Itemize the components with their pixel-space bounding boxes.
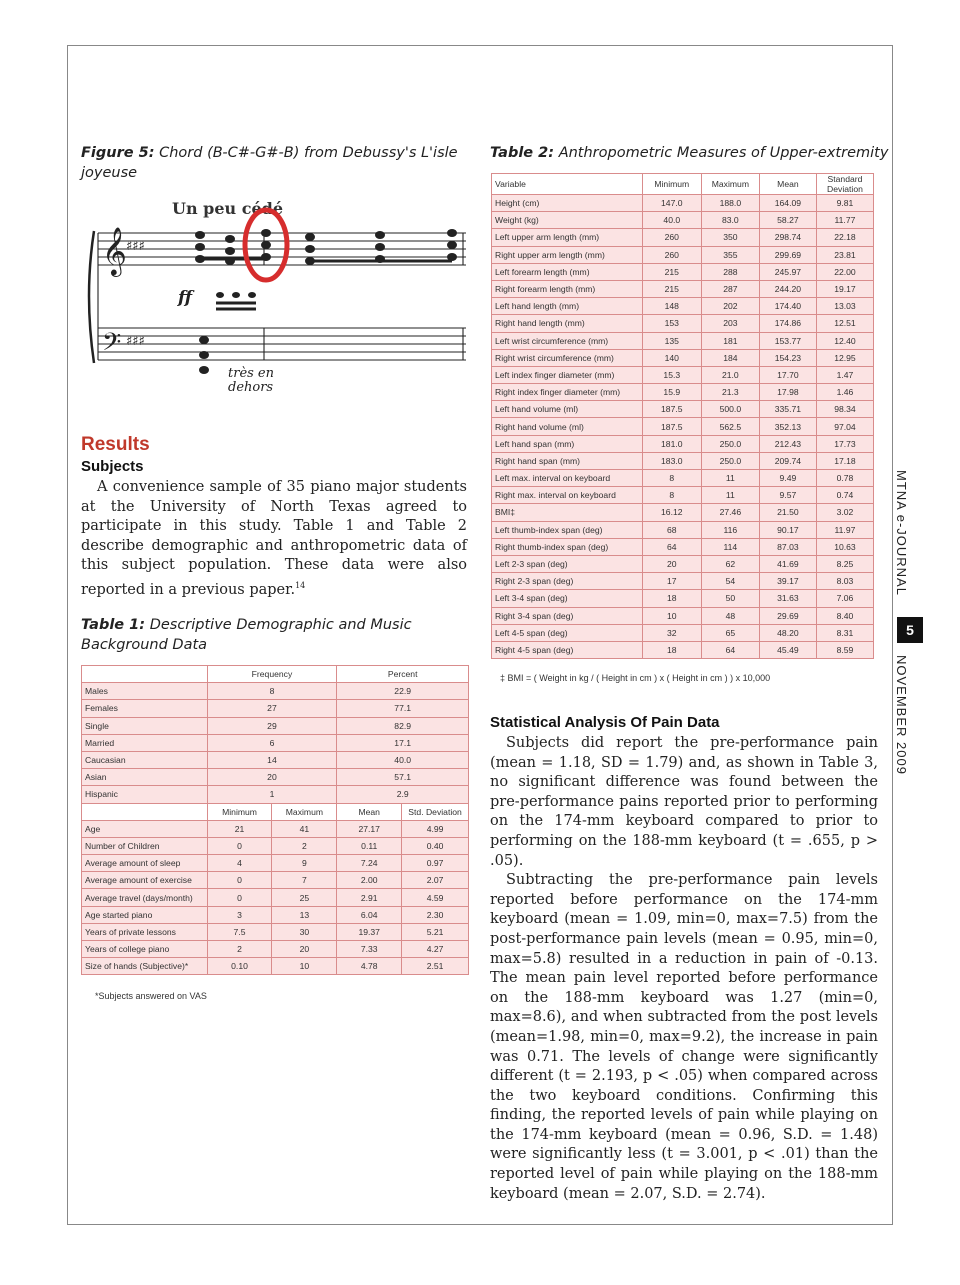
table-cell: 1.46 [816,384,873,401]
table-cell: 7 [272,872,337,889]
table-row [82,958,469,975]
table-cell: 8.40 [816,607,873,624]
table-cell: 10 [272,958,337,975]
table-cell: 17.98 [759,384,816,401]
table-cell: 8 [642,470,701,487]
table-row [82,941,469,958]
table-cell: 29.69 [759,607,816,624]
table-row [82,751,469,768]
row-label: Right 2-3 span (deg) [492,573,643,590]
table-header-cell: Maximum [701,174,759,195]
row-label: Left forearm length (mm) [492,263,643,280]
table-cell: 0 [207,872,272,889]
row-label: Left hand volume (ml) [492,401,643,418]
table-cell: 2 [207,941,272,958]
row-label: Average amount of exercise [82,872,208,889]
subjects-text: A convenience sample of 35 piano major students at the University of North Texas agreed to participate in this study. Table 1 and Table 2 describe demographic and anthropometric data of this subject population. These data were also reported in a previous paper. [81,479,467,598]
score-dynamic: ff [178,288,193,308]
table-cell: 2.9 [337,786,469,803]
table-cell: 2.30 [402,906,469,923]
table-cell: 48 [701,607,759,624]
table-cell: 9.57 [759,487,816,504]
page-number: 5 [897,617,923,643]
table-cell: 7.06 [816,590,873,607]
table-cell: 244.20 [759,280,816,297]
row-label: Left hand span (mm) [492,435,643,452]
subjects-paragraph [81,478,467,600]
table-cell: 39.17 [759,573,816,590]
row-label: Years of college piano [82,941,208,958]
table-cell: 30 [272,923,337,940]
table-cell: 13.03 [816,298,873,315]
table-cell: 148 [642,298,701,315]
row-label: Left thumb-index span (deg) [492,521,643,538]
table-cell: 299.69 [759,246,816,263]
table-row [492,246,874,263]
table-row [492,366,874,383]
table-row [492,504,874,521]
table-cell: 4.99 [402,820,469,837]
table-header-cell: Mean [337,803,402,820]
table-cell: 0.97 [402,855,469,872]
table-cell: 58.27 [759,212,816,229]
table-cell: 19.37 [337,923,402,940]
table-cell: 174.40 [759,298,816,315]
table-cell: 245.97 [759,263,816,280]
table-cell: 27.17 [337,820,402,837]
table-cell: 9.49 [759,470,816,487]
table-cell: 0.10 [207,958,272,975]
figure-caption [81,143,461,183]
table-cell: 21.50 [759,504,816,521]
table-cell: 8.03 [816,573,873,590]
table-row [82,889,469,906]
table-header-blank [82,666,208,683]
row-label: Males [82,683,208,700]
table-cell: 12.51 [816,315,873,332]
row-label: Right thumb-index span (deg) [492,538,643,555]
table-cell: 41 [272,820,337,837]
stat-paragraph-2-text: Subtracting the pre-performance pain levels reported before performance on the 174-mm keyboard (mean = 1.09, min=0, max=7.5) from the post-performance pain levels (mean = 0.95, min=0, max=5.8) resulted in a reduction in pain of -0.13. The mean pain level reported before performance on the 188-mm keyboard was 1.27 (min=0, max=8.6), and when subtracted from the post levels (mean=1.98, min=0, max=9.2), the increase in pain was 0.71. The levels of change were significantly different (t = 2.193, p < .05) when compared across the two keyboard conditions. Confirming this finding, the reported levels of pain while playing on the 174-mm keyboard (mean = 0.96, S.D. = 1.48) were significantly less (t = 3.001, p < .01) than the reported level of pain while playing on the 188-mm keyboard (mean = 2.07, S.D. = 2.74). [490,872,878,1202]
table-cell: 27.46 [701,504,759,521]
table-cell: 12.40 [816,332,873,349]
table-row [492,349,874,366]
table-cell: 83.0 [701,212,759,229]
table-cell: 3 [207,906,272,923]
row-label: Married [82,734,208,751]
issue-date: NOVEMBER 2009 [894,655,909,775]
table-cell: 20 [642,555,701,572]
table-cell: 2.51 [402,958,469,975]
sidebar-date-wrap [895,655,923,975]
table-row [492,641,874,658]
table-cell: 15.9 [642,384,701,401]
row-label: Females [82,700,208,717]
table-cell: 11 [701,487,759,504]
table-row [82,837,469,854]
svg-text:𝄞: 𝄞 [102,226,127,275]
svg-text:♯♯♯: ♯♯♯ [126,334,145,349]
row-label: BMI‡ [492,504,643,521]
table-cell: 40.0 [642,212,701,229]
table-row [492,418,874,435]
row-label: Left max. interval on keyboard [492,470,643,487]
table-row [492,521,874,538]
table-cell: 82.9 [337,717,469,734]
table-cell: 2.00 [337,872,402,889]
table-header-cell: Variable [492,174,643,195]
table-row [82,769,469,786]
table-cell: 355 [701,246,759,263]
score-expression-1: très en [228,366,275,381]
table-cell: 215 [642,280,701,297]
table-row [492,470,874,487]
table-row [82,855,469,872]
table-cell: 45.49 [759,641,816,658]
table-cell: 14 [207,751,337,768]
table-cell: 22.18 [816,229,873,246]
table-row [492,401,874,418]
table-cell: 32 [642,624,701,641]
row-label: Right hand volume (ml) [492,418,643,435]
row-label: Left upper arm length (mm) [492,229,643,246]
figure-title: Chord (B-C#-G#-B) from Debussy's L'isle joyeuse [81,145,458,181]
table-cell: 10.63 [816,538,873,555]
table-cell: 22.9 [337,683,469,700]
table-cell: 20 [272,941,337,958]
table-row [492,590,874,607]
table-cell: 17.1 [337,734,469,751]
table1-caption [81,615,461,655]
score-tempo: Un peu cédé [172,199,284,218]
table-cell: 68 [642,521,701,538]
table-header-cell: Std. Deviation [402,803,469,820]
table-cell: 187.5 [642,401,701,418]
table-cell: 215 [642,263,701,280]
row-label: Height (cm) [492,195,643,212]
table-cell: 17.18 [816,452,873,469]
table-cell: 250.0 [701,435,759,452]
table-header-cell: Maximum [272,803,337,820]
table-cell: 13 [272,906,337,923]
table-row [82,717,469,734]
table-cell: 8 [642,487,701,504]
music-score-image [80,195,470,410]
table-cell: 181.0 [642,435,701,452]
table-cell: 18 [642,641,701,658]
table-cell: 8.59 [816,641,873,658]
table-cell: 5.21 [402,923,469,940]
table-cell: 0.11 [337,837,402,854]
table-cell: 22.00 [816,263,873,280]
row-label: Left 4-5 span (deg) [492,624,643,641]
table-cell: 77.1 [337,700,469,717]
table-row [492,229,874,246]
table-cell: 0 [207,837,272,854]
table-row [82,700,469,717]
table-row [492,607,874,624]
subjects-heading: Subjects [81,458,144,475]
table-cell: 10 [642,607,701,624]
table-row [492,538,874,555]
row-label: Size of hands (Subjective)* [82,958,208,975]
table2-note: ‡ BMI = ( Weight in kg / ( Height in cm ) x ( Height in cm ) ) x 10,000 [500,673,771,683]
table-cell: 260 [642,246,701,263]
table-cell: 288 [701,263,759,280]
table-row [492,332,874,349]
table-cell: 11.97 [816,521,873,538]
table-cell: 41.69 [759,555,816,572]
table-cell: 57.1 [337,769,469,786]
table-cell: 8.25 [816,555,873,572]
table-row [492,280,874,297]
table-cell: 29 [207,717,337,734]
table-cell: 23.81 [816,246,873,263]
table-cell: 6 [207,734,337,751]
row-label: Asian [82,769,208,786]
table-cell: 40.0 [337,751,469,768]
table-cell: 54 [701,573,759,590]
table-cell: 0.78 [816,470,873,487]
table-cell: 164.09 [759,195,816,212]
row-label: Age started piano [82,906,208,923]
table-cell: 15.3 [642,366,701,383]
table-cell: 116 [701,521,759,538]
table-row [492,195,874,212]
journal-name: MTNA e-JOURNAL [894,470,909,596]
table-row [492,315,874,332]
table-row [82,906,469,923]
table-cell: 154.23 [759,349,816,366]
table-cell: 203 [701,315,759,332]
row-label: Left wrist circumference (mm) [492,332,643,349]
table-cell: 335.71 [759,401,816,418]
table-row [82,872,469,889]
table1-header-b [82,803,469,820]
table-cell: 352.13 [759,418,816,435]
table-cell: 153.77 [759,332,816,349]
table-row [82,923,469,940]
statistical-heading: Statistical Analysis Of Pain Data [490,714,720,731]
table-cell: 202 [701,298,759,315]
table-header-cell: Percent [337,666,469,683]
table-cell: 7.5 [207,923,272,940]
table-cell: 114 [701,538,759,555]
table-cell: 21.0 [701,366,759,383]
table-row [492,573,874,590]
row-label: Hispanic [82,786,208,803]
table1 [81,665,469,975]
table-row [492,298,874,315]
table-cell: 2 [272,837,337,854]
table-cell: 2.91 [337,889,402,906]
table-row [82,786,469,803]
row-label: Left index finger diameter (mm) [492,366,643,383]
table-cell: 17.73 [816,435,873,452]
row-label: Right 3-4 span (deg) [492,607,643,624]
table-cell: 147.0 [642,195,701,212]
table-cell: 4.59 [402,889,469,906]
table-cell: 98.34 [816,401,873,418]
table-cell: 184 [701,349,759,366]
row-label: Right max. interval on keyboard [492,487,643,504]
table-row [492,487,874,504]
table-cell: 11.77 [816,212,873,229]
table-cell: 17 [642,573,701,590]
figure-label: Figure 5: [81,145,155,161]
table1-label: Table 1: [81,617,146,633]
row-label: Left 2-3 span (deg) [492,555,643,572]
table2-title: Anthropometric Measures of Upper-extremity [558,145,889,161]
table-cell: 562.5 [701,418,759,435]
table-cell: 8 [207,683,337,700]
table-cell: 11 [701,470,759,487]
table-cell: 64 [701,641,759,658]
table-cell: 4.78 [337,958,402,975]
table-cell: 16.12 [642,504,701,521]
row-label: Single [82,717,208,734]
row-label: Age [82,820,208,837]
table-cell: 500.0 [701,401,759,418]
table2-caption [490,143,890,163]
table-cell: 64 [642,538,701,555]
row-label: Average travel (days/month) [82,889,208,906]
table-cell: 19.17 [816,280,873,297]
table-header-cell: Mean [759,174,816,195]
table-row [492,452,874,469]
table-header-cell: Minimum [207,803,272,820]
table-cell: 298.74 [759,229,816,246]
row-label: Weight (kg) [492,212,643,229]
table-cell: 17.70 [759,366,816,383]
footnote-ref: 14 [295,580,306,590]
row-label: Right wrist circumference (mm) [492,349,643,366]
row-label: Right 4-5 span (deg) [492,641,643,658]
table-row [492,384,874,401]
table-row [492,435,874,452]
table-cell: 0.40 [402,837,469,854]
table1-note: *Subjects answered on VAS [95,991,207,1001]
table-row [82,734,469,751]
table-cell: 9.81 [816,195,873,212]
statistical-body [490,734,878,1204]
row-label: Years of private lessons [82,923,208,940]
row-label: Right hand length (mm) [492,315,643,332]
table-cell: 187.5 [642,418,701,435]
table-cell: 7.24 [337,855,402,872]
table-row [82,820,469,837]
table-cell: 0.74 [816,487,873,504]
table-row [82,683,469,700]
table-cell: 90.17 [759,521,816,538]
row-label: Right upper arm length (mm) [492,246,643,263]
table-cell: 3.02 [816,504,873,521]
table-cell: 18 [642,590,701,607]
table-cell: 250.0 [701,452,759,469]
table-cell: 212.43 [759,435,816,452]
row-label: Right hand span (mm) [492,452,643,469]
table-row [492,624,874,641]
table2 [491,173,874,659]
score-expression-2: dehors [228,380,274,395]
table-cell: 6.04 [337,906,402,923]
row-label: Left hand length (mm) [492,298,643,315]
table-cell: 8.31 [816,624,873,641]
table-row [492,263,874,280]
table-cell: 183.0 [642,452,701,469]
table-header-cell: Frequency [207,666,337,683]
table-cell: 260 [642,229,701,246]
table-header-cell: Minimum [642,174,701,195]
row-label: Number of Children [82,837,208,854]
table-cell: 12.95 [816,349,873,366]
table1-title: Descriptive Demographic and Music Background Data [81,617,412,653]
row-label: Right index finger diameter (mm) [492,384,643,401]
table-cell: 174.86 [759,315,816,332]
table1-header-a [82,666,469,683]
table-cell: 0 [207,889,272,906]
table-cell: 48.20 [759,624,816,641]
table-cell: 25 [272,889,337,906]
table-cell: 4.27 [402,941,469,958]
table-cell: 188.0 [701,195,759,212]
table-cell: 20 [207,769,337,786]
table-cell: 50 [701,590,759,607]
table-cell: 21 [207,820,272,837]
table-cell: 9 [272,855,337,872]
table-cell: 2.07 [402,872,469,889]
stat-paragraph-2 [490,871,878,1204]
table-row [492,555,874,572]
row-label: Right forearm length (mm) [492,280,643,297]
table-cell: 4 [207,855,272,872]
table-cell: 140 [642,349,701,366]
table-cell: 135 [642,332,701,349]
table-cell: 65 [701,624,759,641]
table-cell: 209.74 [759,452,816,469]
row-label: Average amount of sleep [82,855,208,872]
table-cell: 97.04 [816,418,873,435]
row-label: Left 3-4 span (deg) [492,590,643,607]
table-cell: 350 [701,229,759,246]
table-cell: 21.3 [701,384,759,401]
stat-paragraph-1 [490,734,878,871]
svg-text:𝄢: 𝄢 [102,328,122,363]
table2-label: Table 2: [490,145,555,161]
table-cell: 87.03 [759,538,816,555]
stat-paragraph-1-text: Subjects did report the pre-performance pain (mean = 1.18, SD = 1.79) and, as shown in Table 3, no significant difference was found between the pre-performance pains reported prior to performing on the 174-mm keyboard compared to prior to performing on the 188-mm keyboard (t = .655, p > .05). [490,735,878,869]
table-cell: 31.63 [759,590,816,607]
table-row [492,212,874,229]
table-cell: 1 [207,786,337,803]
table-header-cell: Standard Deviation [816,174,873,195]
table-cell: 287 [701,280,759,297]
table-cell: 27 [207,700,337,717]
table-cell: 181 [701,332,759,349]
table-cell: 62 [701,555,759,572]
results-heading: Results [81,434,150,455]
table-cell: 1.47 [816,366,873,383]
table-cell: 153 [642,315,701,332]
row-label: Caucasian [82,751,208,768]
table-header-blank [82,803,208,820]
svg-text:♯♯♯: ♯♯♯ [126,239,145,254]
table-cell: 7.33 [337,941,402,958]
table2-header [492,174,874,195]
